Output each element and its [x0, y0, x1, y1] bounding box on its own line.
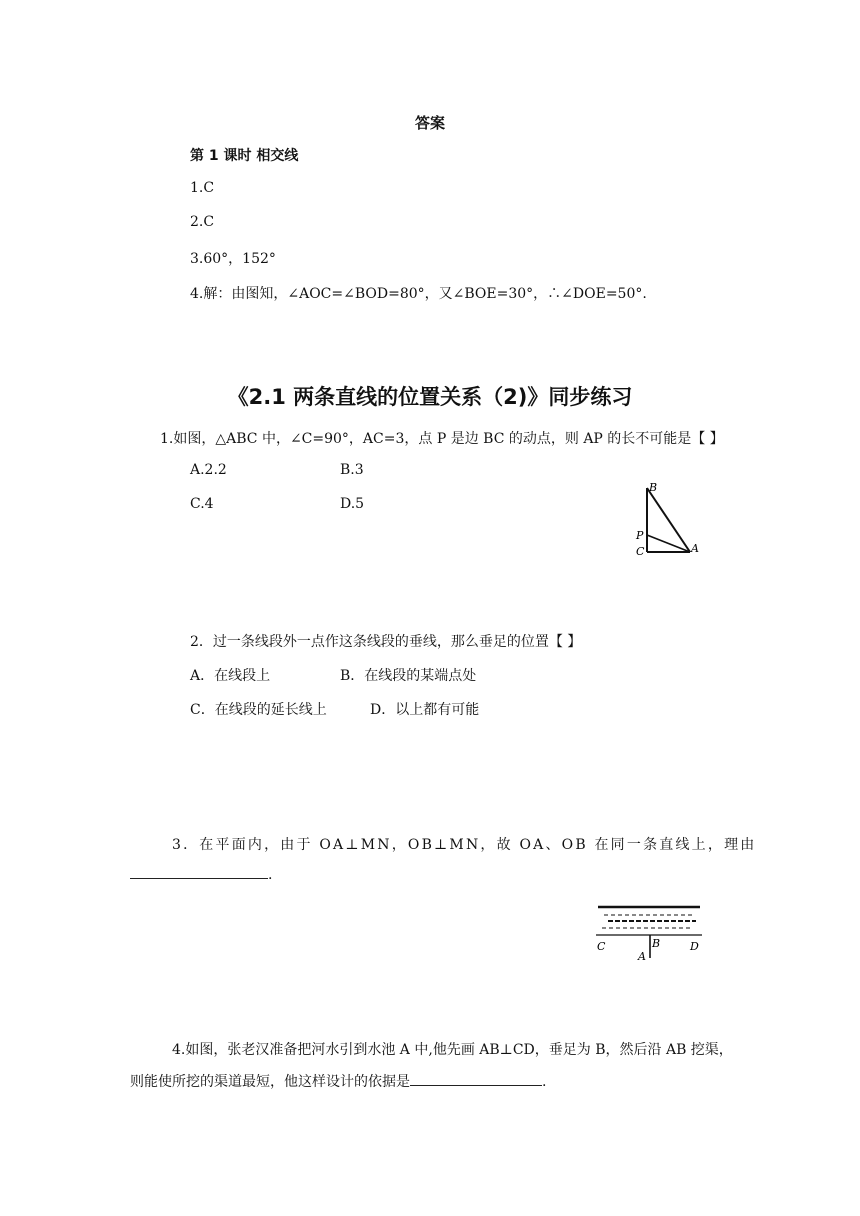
q3-end: .	[268, 867, 273, 883]
q1-option-a: A.2.2	[190, 462, 227, 478]
answers-title: 答案	[414, 114, 445, 132]
question-4-stem-line1: 4.如图，张老汉准备把河水引到水池 A 中,他先画 AB⊥CD，垂足为 B，然后沿 AB 挖渠，	[172, 1042, 733, 1058]
triangle-figure	[630, 478, 710, 562]
river-label-a: A	[638, 950, 646, 963]
q3-blank	[130, 864, 268, 879]
question-4-stem-line2-wrap	[130, 1071, 546, 1091]
answer-4: 4.解：由图知，∠AOC=∠BOD=80°，又∠BOE=30°，∴∠DOE=50°.	[190, 286, 647, 302]
question-3-stem: 3．在平面内，由于 OA⊥MN，OB⊥MN，故 OA、OB 在同一条直线上，理由	[172, 837, 757, 853]
q2-option-c: C．在线段的延长线上	[190, 702, 327, 718]
lesson-heading: 第 1 课时 相交线	[190, 148, 299, 164]
river-label-d: D	[690, 940, 699, 953]
triangle-label-a: A	[691, 542, 699, 555]
q1-option-b: B.3	[340, 462, 364, 478]
river-label-b: B	[652, 937, 661, 950]
triangle-label-p: P	[636, 529, 644, 542]
question-1-stem: 1.如图，△ABC 中，∠C=90°，AC=3，点 P 是边 BC 的动点，则 AP 的长不可能是【 】	[160, 431, 724, 447]
answer-1: 1.C	[190, 180, 215, 196]
triangle-label-b: B	[649, 481, 658, 494]
answer-3: 3.60°，152°	[190, 251, 276, 267]
q1-option-c: C.4	[190, 496, 214, 512]
q2-option-d: D．以上都有可能	[370, 702, 480, 718]
q2-option-b: B．在线段的某端点处	[340, 668, 477, 684]
triangle-label-c: C	[636, 545, 645, 558]
question-4-stem-line2: 则能使所挖的渠道最短，他这样设计的依据是	[130, 1074, 410, 1090]
question-3-answer-line	[130, 864, 272, 883]
river-figure	[590, 900, 710, 964]
q4-end: .	[542, 1074, 547, 1090]
q1-option-d: D.5	[340, 496, 365, 512]
q2-option-a: A．在线段上	[190, 668, 271, 684]
q4-blank	[410, 1071, 542, 1086]
answer-2: 2.C	[190, 214, 215, 230]
exercise-title: 《2.1 两条直线的位置关系（2)》同步练习	[227, 385, 633, 409]
river-label-c: C	[597, 940, 606, 953]
question-2-stem: 2．过一条线段外一点作这条线段的垂线，那么垂足的位置【 】	[190, 634, 582, 650]
